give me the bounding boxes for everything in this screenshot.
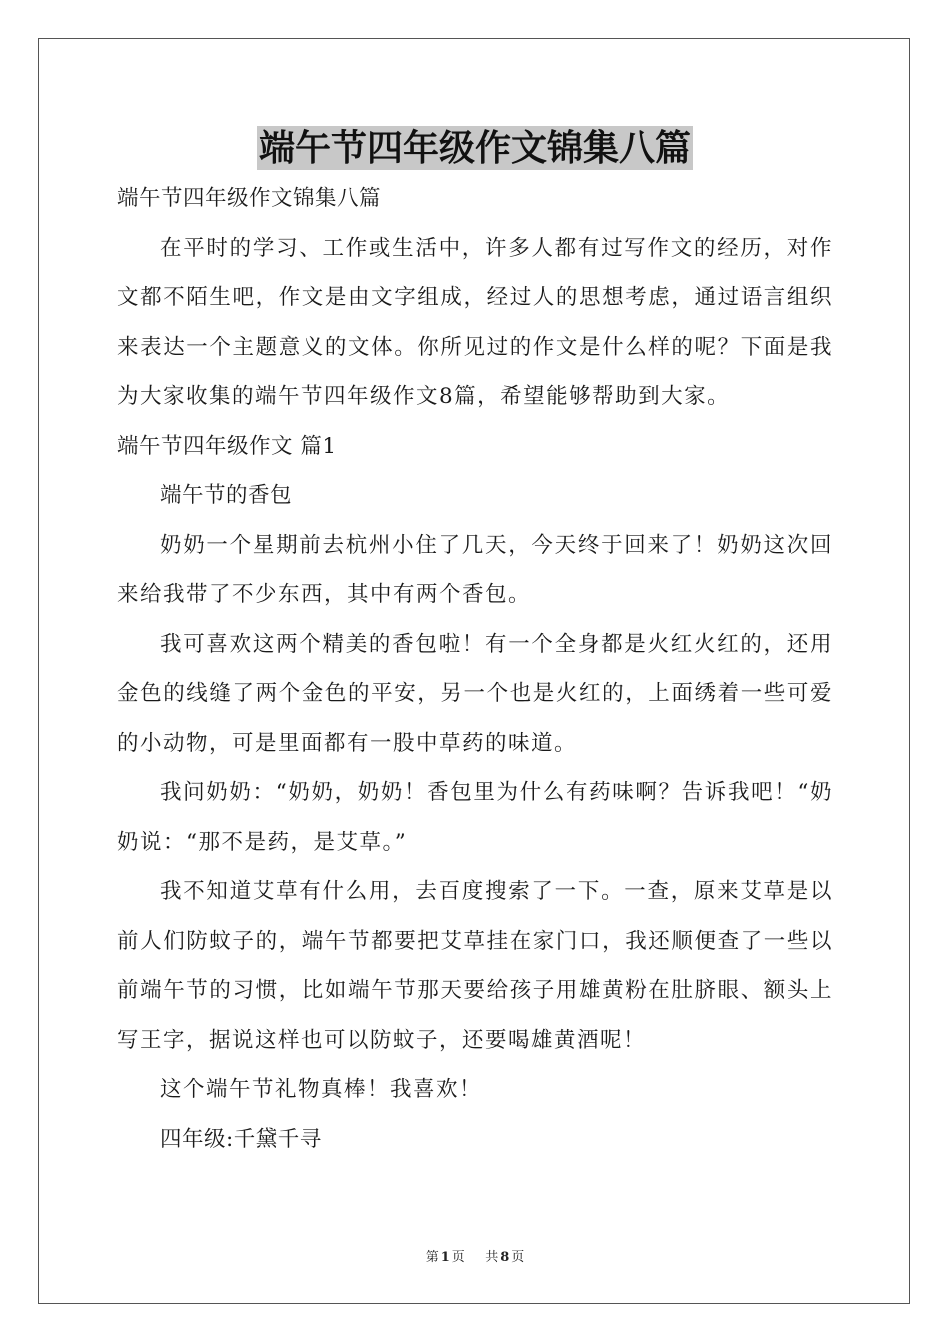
essay-paragraph-1: 奶奶一个星期前去杭州小住了几天，今天终于回来了！奶奶这次回来给我带了不少东西，其中有两个香包。	[117, 532, 833, 607]
document-title: 端午节四年级作文锦集八篇	[258, 127, 691, 169]
title-container	[0, 126, 950, 170]
page-prefix: 第	[425, 1250, 439, 1265]
page-number	[424, 1250, 467, 1265]
document-body	[117, 174, 833, 1164]
section-heading: 端午节四年级作文 篇1	[117, 433, 337, 459]
essay-title: 端午节的香包	[160, 483, 293, 508]
page-total-count: 8	[500, 1250, 510, 1265]
essay-paragraph-4: 我不知道艾草有什么用，去百度搜索了一下。一查，原来艾草是以前人们防蚊子的，端午节都要把艾草挂在家门口，我还顺便查了一些以前端午节的习惯，比如端午节那天要给孩子用雄黄粉在肚脐眼、额头上写王字，据说这样也可以防蚊子，还要喝雄黄酒呢！	[117, 879, 833, 1053]
document-subtitle: 端午节四年级作文锦集八篇	[117, 186, 382, 211]
total-prefix: 共	[485, 1250, 499, 1265]
page-unit: 页	[451, 1250, 465, 1265]
page-current: 1	[440, 1250, 450, 1265]
essay-paragraph-2: 我可喜欢这两个精美的香包啦！有一个全身都是火红火红的，还用金色的线缝了两个金色的平安，另一个也是火红的，上面绣着一些可爱的小动物，可是里面都有一股中草药的味道。	[117, 631, 833, 756]
page-footer	[0, 1246, 950, 1265]
page-total	[483, 1250, 526, 1265]
essay-paragraph-5: 这个端午节礼物真棒！我喜欢！	[160, 1077, 483, 1102]
essay-paragraph-3: 我问奶奶：“奶奶，奶奶！香包里为什么有药味啊？告诉我吧！“奶奶说：“那不是药，是艾草。”	[117, 780, 833, 855]
total-unit: 页	[511, 1250, 525, 1265]
essay-signature: 四年级:千黛千寻	[160, 1126, 322, 1152]
intro-paragraph: 在平时的学习、工作或生活中，许多人都有过写作文的经历，对作文都不陌生吧，作文是由文字组成，经过人的思想考虑，通过语言组织来表达一个主题意义的文体。你所见过的作文是什么样的呢？下面是我为大家收集的端午节四年级作文8篇，希望能够帮助到大家。	[117, 235, 833, 409]
